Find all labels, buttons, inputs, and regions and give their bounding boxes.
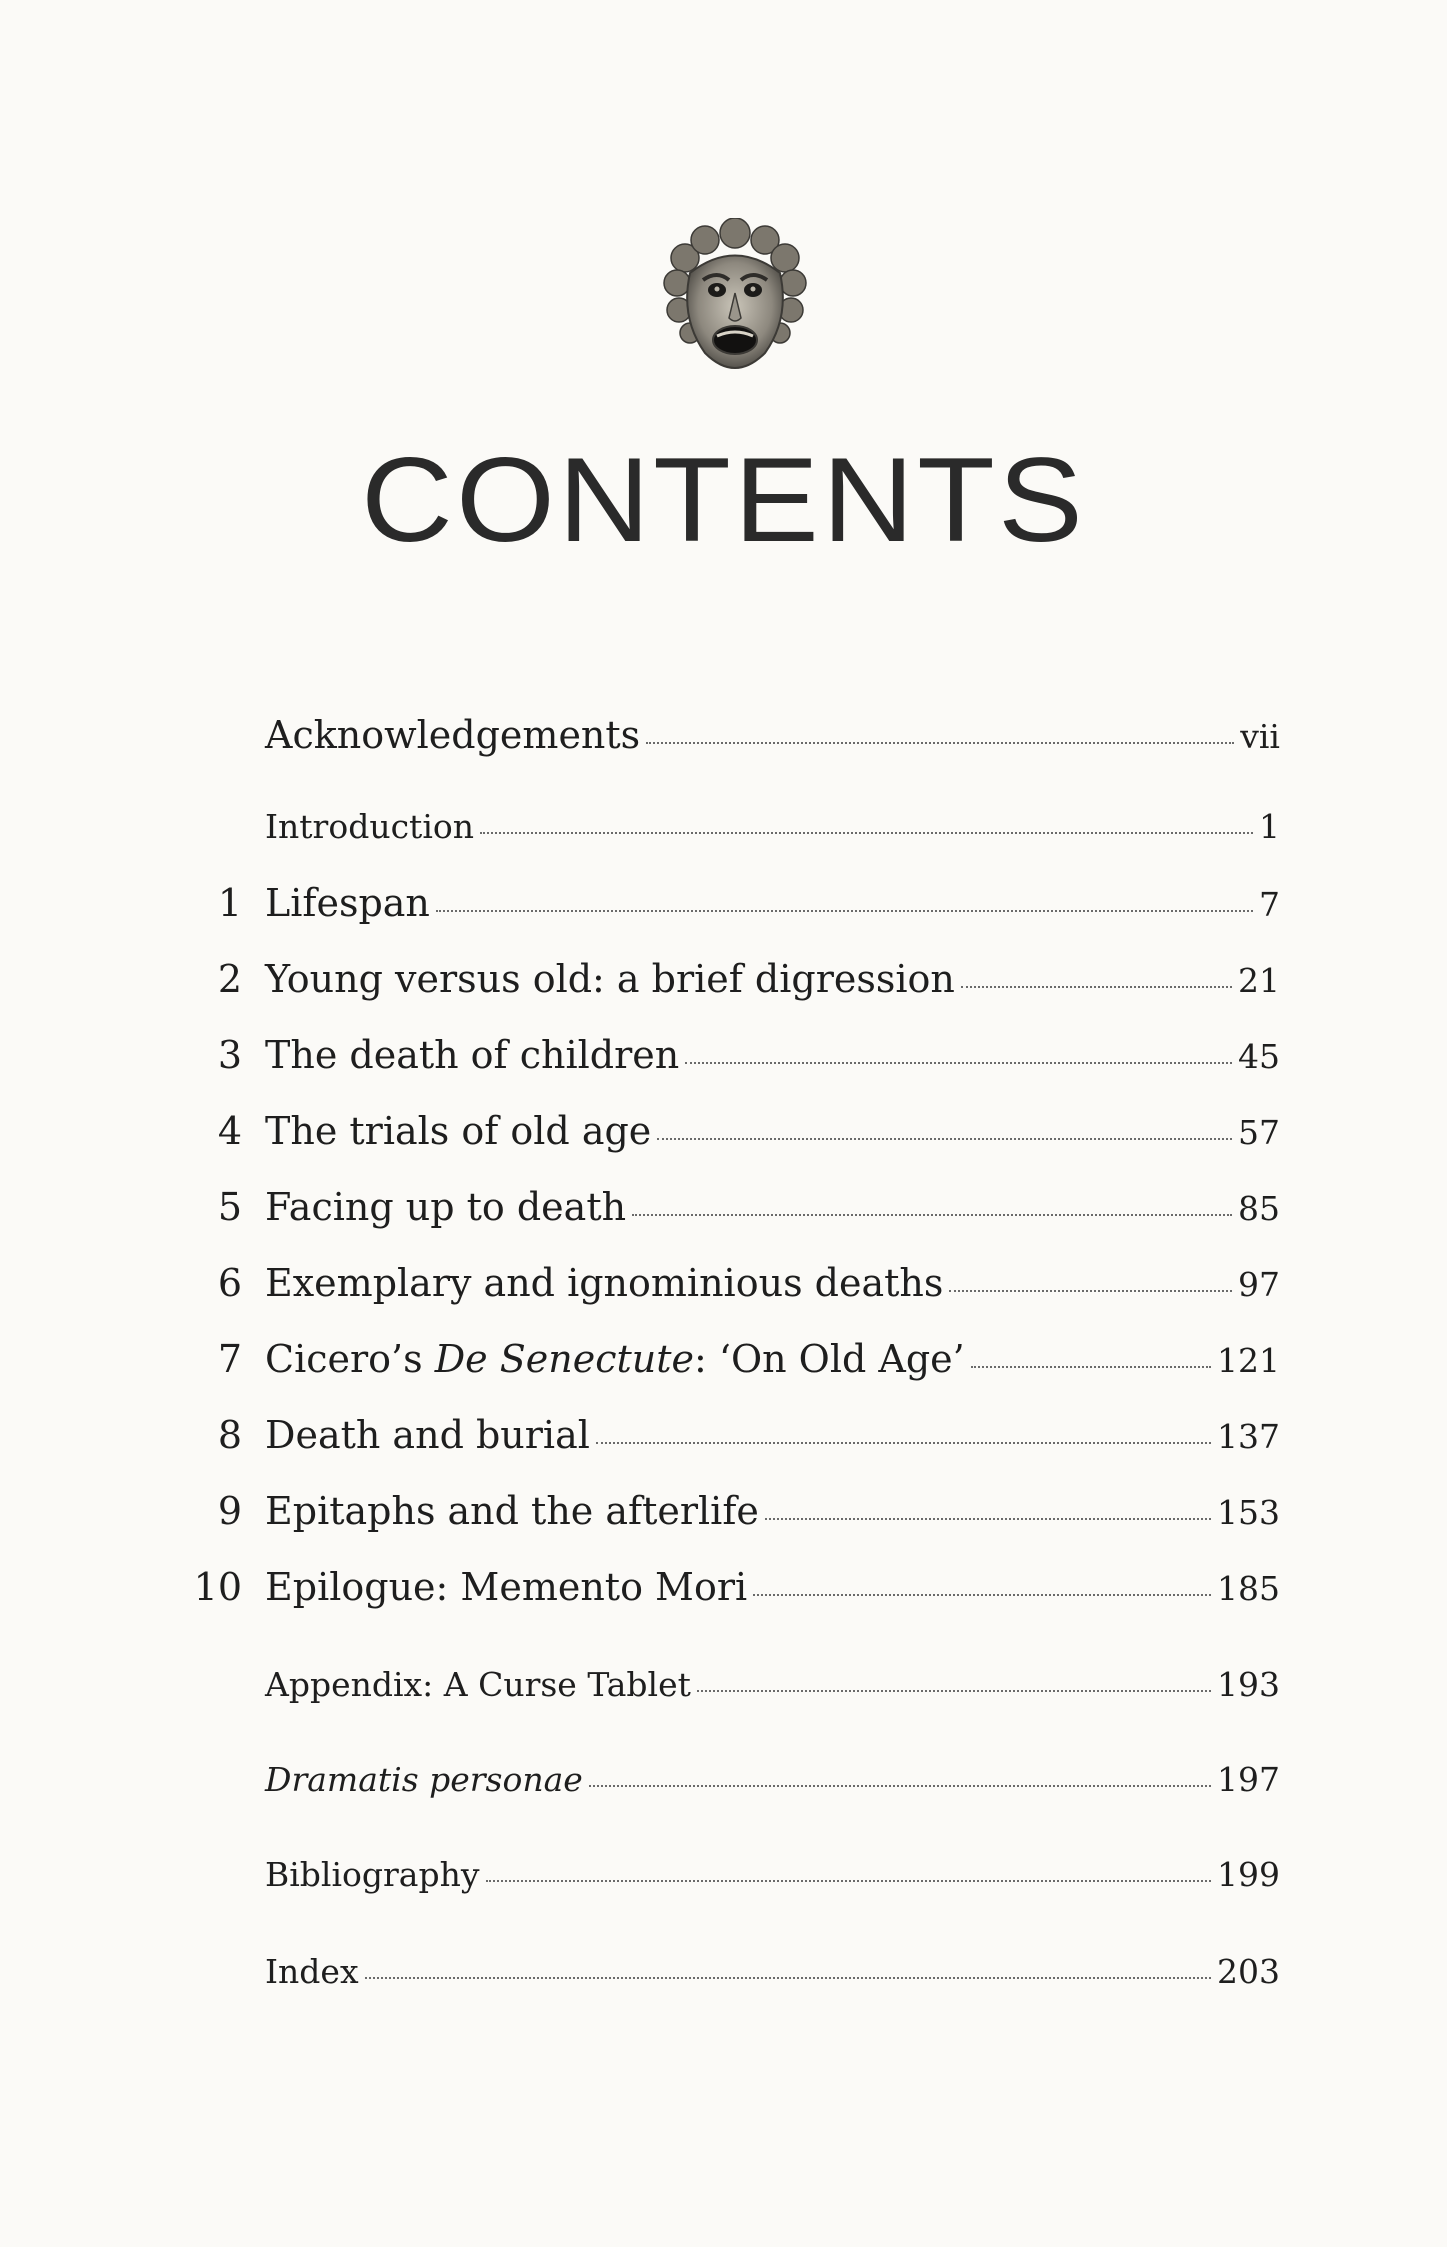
toc-entry-index[interactable] (190, 1942, 1280, 2002)
page-number: 57 (1238, 1113, 1280, 1152)
dot-leader (753, 1594, 1211, 1596)
chapter-number: 9 (217, 1489, 242, 1533)
entry-title-suffix: : ‘On Old Age’ (694, 1337, 965, 1381)
page-number: 85 (1238, 1189, 1280, 1228)
dot-leader (961, 986, 1232, 988)
dot-leader (436, 910, 1253, 912)
entry-title: Death and burial (265, 1413, 590, 1457)
entry-title: Bibliography (265, 1855, 480, 1894)
page-number: 45 (1238, 1037, 1280, 1076)
dot-leader (589, 1785, 1211, 1787)
toc-entry-chapter-8[interactable] (190, 1405, 1280, 1465)
page-number: 193 (1217, 1665, 1280, 1704)
page-number: 7 (1259, 885, 1280, 924)
toc-entry-introduction[interactable] (190, 797, 1280, 857)
entry-title: Exemplary and ignominious deaths (265, 1261, 944, 1305)
entry-title: The trials of old age (265, 1109, 652, 1153)
dot-leader (697, 1690, 1211, 1692)
toc-entry-bibliography[interactable] (190, 1845, 1280, 1905)
page-number: 199 (1217, 1855, 1280, 1894)
entry-title: Epitaphs and the afterlife (265, 1489, 759, 1533)
dot-leader (949, 1290, 1232, 1292)
chapter-number: 10 (193, 1565, 242, 1609)
dot-leader (765, 1518, 1211, 1520)
entry-title-italic: Dramatis personae (265, 1760, 583, 1799)
toc-entry-acknowledgements[interactable] (190, 705, 1280, 765)
page-number: 153 (1217, 1493, 1280, 1532)
entry-title: Appendix: A Curse Tablet (265, 1665, 691, 1704)
dot-leader (632, 1214, 1232, 1216)
entry-title: The death of children (265, 1033, 680, 1077)
page-number: 203 (1217, 1952, 1280, 1991)
chapter-number: 6 (217, 1261, 242, 1305)
dot-leader (646, 742, 1234, 744)
entry-title-prefix: Cicero’s (265, 1337, 435, 1381)
dot-leader (480, 832, 1253, 834)
chapter-number: 3 (217, 1033, 242, 1077)
page-number: 21 (1238, 961, 1280, 1000)
toc-entry-chapter-6[interactable] (190, 1253, 1280, 1313)
entry-title: Index (265, 1952, 359, 1991)
chapter-number: 4 (217, 1109, 242, 1153)
toc-entry-chapter-7[interactable] (190, 1329, 1280, 1389)
dot-leader (971, 1366, 1211, 1368)
entry-title: Young versus old: a brief digression (265, 957, 955, 1001)
page-number: 1 (1259, 807, 1280, 846)
toc-entry-appendix[interactable] (190, 1655, 1280, 1715)
entry-title-italic: De Senectute (434, 1337, 695, 1381)
toc-entry-chapter-5[interactable] (190, 1177, 1280, 1237)
dot-leader (657, 1138, 1232, 1140)
toc-entry-chapter-3[interactable] (190, 1025, 1280, 1085)
toc-entry-chapter-9[interactable] (190, 1481, 1280, 1541)
page-number: 97 (1238, 1265, 1280, 1304)
toc-entry-chapter-1[interactable] (190, 873, 1280, 933)
chapter-number: 7 (217, 1337, 242, 1381)
dot-leader (365, 1977, 1211, 1979)
page-number: 185 (1217, 1569, 1280, 1608)
toc-entry-chapter-10[interactable] (190, 1557, 1280, 1617)
toc-entry-dramatis-personae[interactable] (190, 1750, 1280, 1810)
dot-leader (685, 1062, 1232, 1064)
entry-title: Facing up to death (265, 1185, 627, 1229)
entry-title: Lifespan (265, 881, 430, 925)
page-number: vii (1240, 717, 1280, 756)
page-number: 137 (1217, 1417, 1280, 1456)
contents-heading: CONTENTS (360, 433, 1087, 567)
entry-title (265, 1329, 965, 1389)
chapter-number: 1 (217, 881, 242, 925)
page-number: 197 (1217, 1760, 1280, 1799)
toc-entry-chapter-4[interactable] (190, 1101, 1280, 1161)
entry-title: Acknowledgements (265, 713, 641, 757)
toc-entry-chapter-2[interactable] (190, 949, 1280, 1009)
page-number: 121 (1217, 1341, 1280, 1380)
dot-leader (486, 1880, 1212, 1882)
chapter-number: 8 (217, 1413, 242, 1457)
entry-title: Epilogue: Memento Mori (265, 1565, 748, 1609)
chapter-number: 2 (217, 957, 242, 1001)
chapter-number: 5 (217, 1185, 242, 1229)
dot-leader (596, 1442, 1211, 1444)
entry-title: Introduction (265, 807, 474, 846)
entry-title (265, 1750, 583, 1810)
